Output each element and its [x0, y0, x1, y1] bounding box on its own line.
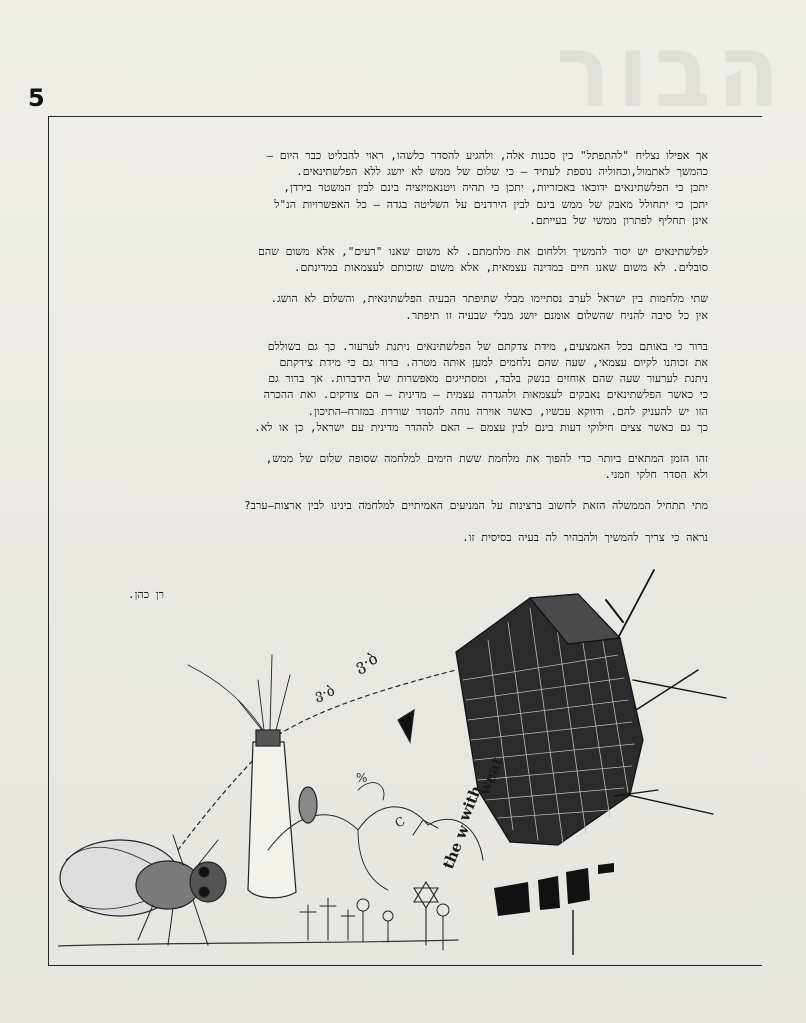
collage-illustration [58, 560, 762, 965]
article-paragraph [60, 530, 708, 546]
inverted-lettering [494, 863, 614, 955]
article-line: יתכן כי יתחולל מאבק של ממש בינם לבין הירדנים על השליטה בגדה – כל האפשרויות הנ"ל [274, 197, 708, 211]
satellite [456, 570, 726, 845]
article-line: אינן תחליף לפתרון ממשי של בעייתם. [529, 213, 708, 227]
article-line: כהמשך לאתמול,וכחוליה נוספת לעתיד – כי שלום של ממש לא יושג ללא הפלשתינאים. [296, 165, 708, 179]
article-line: זהו הזמן המתאים ביותר כדי להפוך את מלחמת ששת הימים למלחמה שסופה שלום של ממש, [265, 452, 708, 466]
svg-text:%: % [356, 771, 368, 785]
svg-text:C: C [392, 813, 408, 831]
svg-text:ვ·ბ: ვ·ბ [351, 648, 381, 676]
svg-text:ვ·ბ: ვ·ბ [312, 683, 337, 704]
article-paragraph [60, 339, 708, 436]
article-line: שתי מלחמות בין ישראל לערב נסתיימו מבלי שתיפתר הבעיה הפלשתינאית, והשלום לא הושג. [270, 292, 708, 306]
article-paragraph [60, 291, 708, 323]
article-line: אך אפילו נצליח "להתפתל" בין סכנות אלה, ולהגיע להסדר כלשהו, ראוי להבליט כבר היום – [266, 149, 708, 162]
article-line: אין כל סיבה להניח שהשלום אומנם יושג מבלי שבעיה זו תיפתר. [405, 308, 708, 322]
article-line: יתכן כי הפלשתינאים ידוכאו באכזריות, יתכן כי תהיה ויטנאמיזציה בינם לבין המשטר בירדן, [283, 181, 708, 195]
scrawl-the-w: the w [439, 822, 473, 872]
lamp-figure [188, 655, 296, 898]
article-line: סובלים. לא משום שאנו חיים במדינה עצמאית, אלא משום שזכותם לעצמאות במדינתם. [293, 261, 708, 275]
article-line: כי כאשר הפלשתינאים נאבקים לעצמאות ולהגדרה עצמית – מדינית – הם צודקים. ואת ההכרה [263, 388, 708, 402]
star-of-david [414, 882, 438, 945]
article-line: כך גם כאשר צצים חילוקי דעות בינם לבין עצמם – האם לההדר מדינית עם ישראל, כן או לא. [254, 420, 708, 434]
article-line: את זכותנו לקיום עצמאי, שעה שהם נלחמים למען אותה מטרה. ברור גם כי מידת צידקתם [279, 356, 708, 370]
article-line: ברור כי באותם בכל האמצעים, מידת צדקתם של הפלשתינאים ניתנת לערעור. כך גם בשוללם [267, 339, 708, 353]
article-line: מתי תתחיל הממשלה הזאת לחשוב ברצינות על המניעים האמיתיים למלחמה בינינו לבין ארצות–ערב? [243, 499, 708, 513]
article-body [60, 148, 708, 561]
article-line: הזו יש להעניק להם. ודווקא עכשיו, כאשר אוירה נוחה להסדר שוררת במזרח–התיכון. [307, 404, 708, 418]
article-line: לפלשתינאים יש יסוד להמשיך וללחום את מלחמתם. לא משום שאנו "רעים", אלא משום שהם [257, 245, 708, 259]
scrawl-with: with [455, 782, 486, 824]
article-paragraph [60, 148, 708, 229]
author-signature: רן כהן. [128, 588, 164, 601]
page-number: 5 [28, 84, 45, 112]
article-line: ניתנת לערעור שעה שהם אוחזים בנשק בלבד, ומסתייגים מאפשרות של הידברות. אך ברור גם [268, 372, 708, 386]
fly [60, 835, 226, 945]
scrawl-weat: weat [475, 754, 507, 798]
article-paragraph [60, 244, 708, 276]
article-paragraph [60, 451, 708, 483]
article-line: נראה כי צריך להמשיך ולהבהיר לה בעיה בסיסית זו. [462, 530, 708, 544]
bleed-through-heading: הבור [555, 12, 786, 131]
article-paragraph [60, 498, 708, 514]
article-line: ולא הסדר חלקי וזמני. [604, 468, 708, 482]
